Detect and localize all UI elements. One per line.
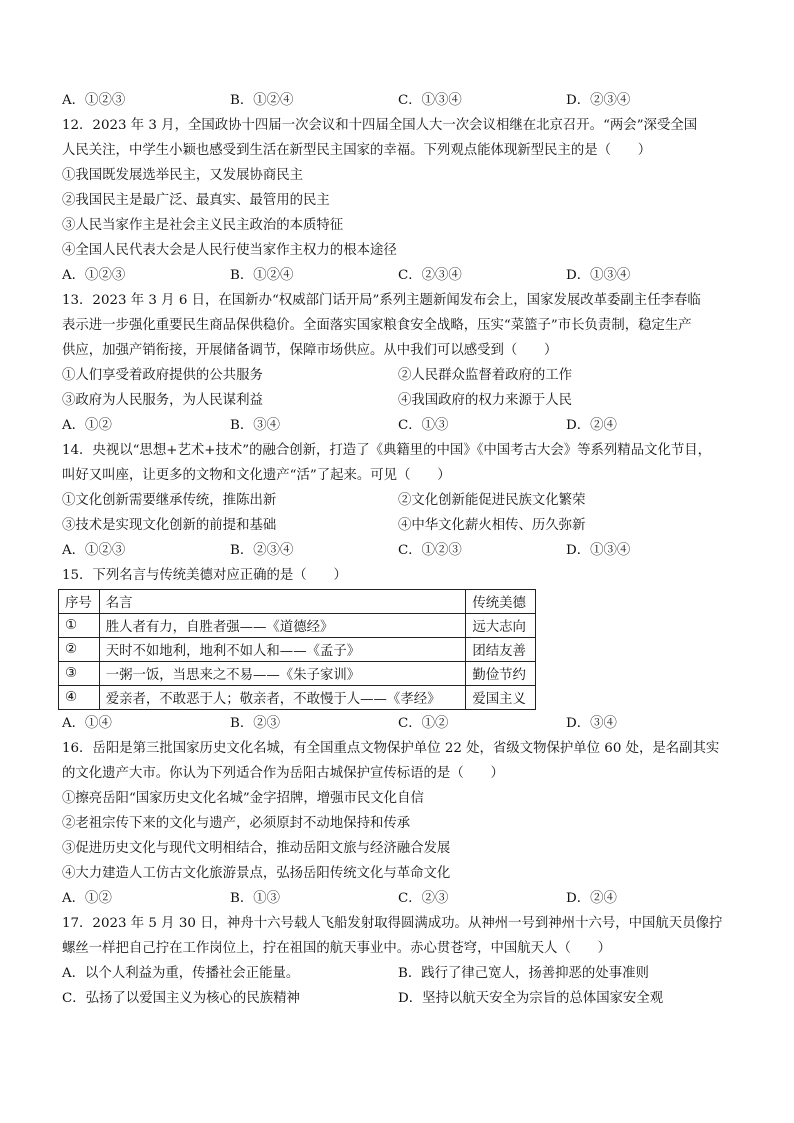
statement: ④中华文化薪火相传、历久弥新 <box>398 518 586 533</box>
statement: ③促进历史文化与现代文明相结合，推动岳阳文旅与经济融合发展 <box>62 841 451 856</box>
question-16 <box>62 736 734 911</box>
question-stem-line: 17．2023 年 5 月 30 日，神舟十六号载人飞船发射取得圆满成功。从神州一号到神州十六号，中国航天员像拧 <box>62 916 723 931</box>
table-cell: 爱国主义 <box>466 686 536 710</box>
question-stem-line: 14．央视以“思想+艺术+技术”的融合创新，打造了《典籍里的中国》《中国考古大会》等系列精品文化节目， <box>62 443 712 458</box>
table-cell: 一粥一饭，当思来之不易——《朱子家训》 <box>99 662 466 686</box>
table-cell: ② <box>59 638 100 662</box>
question-stem-line: 13．2023 年 3 月 6 日，在国新办“权威部门话开局”系列主题新闻发布会上，国家发展改革委副主任李春临 <box>62 293 701 308</box>
statement-row <box>62 363 734 388</box>
question-stem-line: 供应，加强产销衔接，开展储备调节，保障市场供应。从中我们可以感受到（ ） <box>62 343 558 358</box>
option-d: D．②③④ <box>566 93 631 108</box>
question-stem-line: 16．岳阳是第三批国家历史文化名城，有全国重点文物保护单位 22 处，省级文物保护单位 60 处，是名副其实 <box>62 741 720 756</box>
table-cell: 天时不如地利，地利不如人和——《孟子》 <box>99 638 466 662</box>
answer-options <box>62 538 734 563</box>
option-b: B．①②④ <box>230 268 294 283</box>
question-stem-line: 表示进一步强化重要民生商品保供稳价。全面落实国家粮食安全战略，压实“菜篮子”市长负责制，稳定生产 <box>62 318 692 333</box>
column-header: 名言 <box>99 590 466 614</box>
question-13 <box>62 288 734 438</box>
answer-options <box>62 263 734 288</box>
option-d: D．坚持以航天安全为宗旨的总体国家安全观 <box>398 991 664 1006</box>
table-cell: ③ <box>59 662 100 686</box>
column-header: 传统美德 <box>466 590 536 614</box>
statement: ③技术是实现文化创新的前提和基础 <box>62 518 277 533</box>
statement: ①我国既发展选举民主，又发展协商民主 <box>62 168 304 183</box>
table-cell: 胜人者有力，自胜者强——《道德经》 <box>99 614 466 638</box>
question-14 <box>62 438 734 563</box>
option-d: D．②④ <box>566 891 617 906</box>
table-row <box>59 686 536 710</box>
statement: ④全国人民代表大会是人民行使当家作主权力的根本途径 <box>62 243 397 258</box>
statement: ①文化创新需要继承传统，推陈出新 <box>62 493 277 508</box>
table-cell: 远大志向 <box>466 614 536 638</box>
previous-question-options <box>62 88 734 113</box>
answer-options-row <box>62 961 734 986</box>
option-a: A．①② <box>62 418 112 433</box>
quotes-virtues-table <box>58 589 536 710</box>
answer-options <box>62 711 734 736</box>
option-c: C．②③ <box>398 891 449 906</box>
option-c: C．①③④ <box>398 93 462 108</box>
question-17 <box>62 911 734 1011</box>
table-row <box>59 614 536 638</box>
exam-page <box>62 88 734 1011</box>
statement: ②老祖宗传下来的文化与遗产，必须原封不动地保持和传承 <box>62 816 411 831</box>
option-a: A．①②③ <box>62 93 126 108</box>
table-cell: ① <box>59 614 100 638</box>
question-stem-line: 叫好又叫座，让更多的文物和文化遗产“活”了起来。可见（ ） <box>62 468 451 483</box>
statement: ②文化创新能促进民族文化繁荣 <box>398 493 586 508</box>
table-cell: 勤俭节约 <box>466 662 536 686</box>
option-a: A．①②③ <box>62 268 126 283</box>
statement: ②我国民主是最广泛、最真实、最管用的民主 <box>62 193 330 208</box>
question-stem-line: 人民关注，中学生小颖也感受到生活在新型民主国家的幸福。下列观点能体现新型民主的是（ ） <box>62 143 652 158</box>
option-a: A．①② <box>62 891 112 906</box>
option-c: C．①②③ <box>398 543 462 558</box>
statement: ③政府为人民服务，为人民谋利益 <box>62 393 263 408</box>
statement-row <box>62 513 734 538</box>
table-cell: ④ <box>59 686 100 710</box>
question-stem-line: 的文化遗产大市。你认为下列适合作为岳阳古城保护宣传标语的是（ ） <box>62 766 504 781</box>
option-b: B．践行了律己宽人，扬善抑恶的处事准则 <box>398 966 649 981</box>
option-c: C．①② <box>398 716 449 731</box>
answer-options-row <box>62 986 734 1011</box>
option-c: C．②③④ <box>398 268 462 283</box>
option-d: D．①③④ <box>566 543 631 558</box>
question-15 <box>62 563 734 736</box>
option-b: B．③④ <box>230 418 281 433</box>
question-12 <box>62 113 734 288</box>
option-d: D．②④ <box>566 418 617 433</box>
statement: ④我国政府的权力来源于人民 <box>398 393 573 408</box>
table-row <box>59 638 536 662</box>
statement: ④大力建造人工仿古文化旅游景点，弘扬岳阳传统文化与革命文化 <box>62 866 451 881</box>
option-c: C．①③ <box>398 418 449 433</box>
table-row <box>59 662 536 686</box>
option-b: B．①②④ <box>230 93 294 108</box>
statement: ③人民当家作主是社会主义民主政治的本质特征 <box>62 218 344 233</box>
option-a: A．以个人利益为重，传播社会正能量。 <box>62 966 300 981</box>
statement: ①人们享受着政府提供的公共服务 <box>62 368 263 383</box>
option-a: A．①②③ <box>62 543 126 558</box>
statement-row <box>62 388 734 413</box>
table-header-row <box>59 590 536 614</box>
option-b: B．②③ <box>230 716 281 731</box>
option-a: A．①④ <box>62 716 112 731</box>
statement-row <box>62 488 734 513</box>
option-c: C．弘扬了以爱国主义为核心的民族精神 <box>62 991 300 1006</box>
answer-options <box>62 886 734 911</box>
option-d: D．①③④ <box>566 268 631 283</box>
question-stem-line: 螺丝一样把自己拧在工作岗位上，拧在祖国的航天事业中。赤心贯苍穹，中国航天人（ ） <box>62 941 612 956</box>
option-b: B．①③ <box>230 891 281 906</box>
question-stem-line: 15．下列名言与传统美德对应正确的是（ ） <box>62 568 347 583</box>
table-cell: 爱亲者，不敢恶于人；敬亲者，不敢慢于人——《孝经》 <box>99 686 466 710</box>
column-header: 序号 <box>59 590 100 614</box>
table-cell: 团结友善 <box>466 638 536 662</box>
option-d: D．③④ <box>566 716 617 731</box>
statement: ①擦亮岳阳“国家历史文化名城”金字招牌，增强市民文化自信 <box>62 791 424 806</box>
answer-options <box>62 413 734 438</box>
question-stem-line: 12．2023 年 3 月，全国政协十四届一次会议和十四届全国人大一次会议相继在北京召开。“两会”深受全国 <box>62 118 698 133</box>
option-b: B．②③④ <box>230 543 294 558</box>
statement: ②人民群众监督着政府的工作 <box>398 368 573 383</box>
